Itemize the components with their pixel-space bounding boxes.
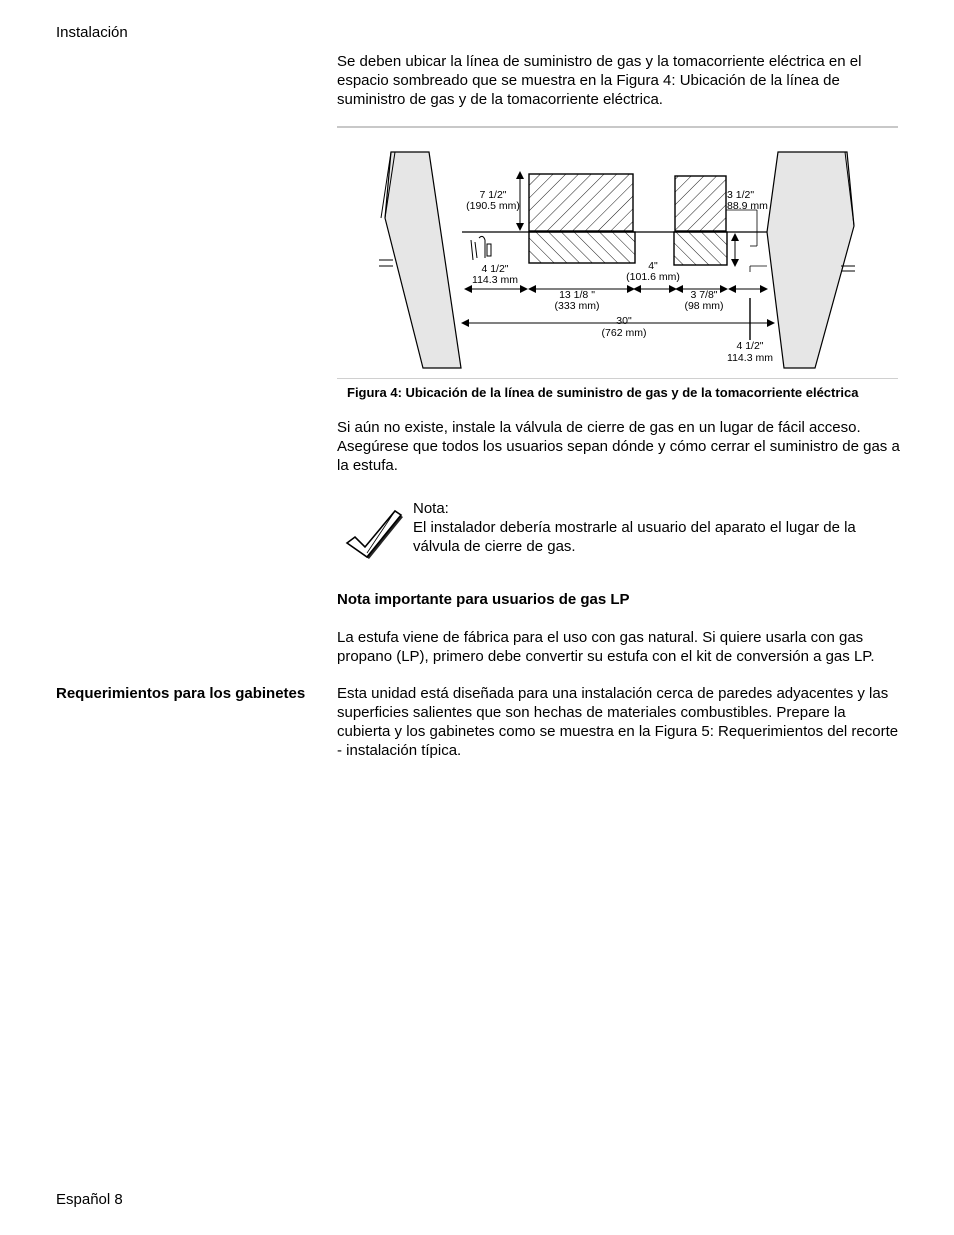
dim-4-1-2-in-left: 4 1/2" — [481, 263, 509, 275]
figure-top-rule — [337, 126, 898, 128]
dim-3-7-8-in: 3 7/8" — [690, 289, 718, 301]
left-cabinet-side — [379, 152, 461, 368]
figure-caption: Figura 4: Ubicación de la línea de suministro de gas y de la tomacorriente eléctrica — [347, 385, 859, 400]
outlet-zone-upper — [675, 176, 726, 231]
lp-heading: Nota importante para usuarios de gas LP — [337, 591, 630, 608]
dim-4-1-2-mm-left: 114.3 mm — [472, 274, 518, 286]
figure-4-diagram — [337, 148, 898, 374]
dim-7-1-2-mm: (190.5 mm) — [466, 200, 520, 212]
dim-13-1-8-in: 13 1/8 " — [559, 289, 595, 301]
cabinets-paragraph: Esta unidad está diseñada para una instalación cerca de paredes adyacentes y las superficies salientes que son hechas de materiales combustibles. Prepare la cubierta y los gabinetes como se muestra en la Figura 5: Requerimientos del recorte - instalación típica. — [337, 685, 899, 759]
dim-3-1-2-in: 3 1/2" — [727, 189, 755, 201]
dim-4-in: 4" — [648, 260, 658, 272]
gas-valve-icon — [471, 236, 491, 260]
dim-30-mm: (762 mm) — [601, 327, 647, 339]
gas-zone-upper — [529, 174, 633, 231]
right-cabinet-side — [767, 152, 855, 368]
dim-30-in: 30" — [616, 315, 632, 327]
gas-zone-lower — [529, 232, 635, 263]
dim-7-1-2-in: 7 1/2" — [479, 189, 507, 201]
dim-3-1-2-mm: 88.9 mm — [727, 200, 768, 212]
cabinets-heading: Requerimientos para los gabinetes — [56, 685, 306, 702]
note-text: El instalador debería mostrarle al usuario del aparato el lugar de la válvula de cierre de gas. — [413, 519, 856, 555]
page-footer: Español 8 — [56, 1191, 123, 1208]
note-box — [413, 499, 901, 556]
dim-4-1-2-mm-right: 114.3 mm — [727, 352, 773, 364]
section-header: Instalación — [56, 24, 128, 41]
dim-3-7-8-mm: (98 mm) — [684, 300, 724, 312]
note-title: Nota: — [413, 500, 449, 517]
figure-caption-rule — [337, 378, 898, 379]
valve-paragraph: Si aún no existe, instale la válvula de cierre de gas en un lugar de fácil acceso. Asegúrese que todos los usuarios sepan dónde y cómo cerrar el suministro de gas a la estufa. — [337, 419, 900, 474]
lp-paragraph: La estufa viene de fábrica para el uso con gas natural. Si quiere usarla con gas propano (LP), primero debe convertir su estufa con el kit de conversión a gas LP. — [337, 629, 875, 665]
checkmark-icon — [345, 507, 403, 559]
intro-paragraph: Se deben ubicar la línea de suministro de gas y la tomacorriente eléctrica en el espacio sombreado que se muestra en la Figura 4: Ubicación de la línea de suministro de gas y de la tomacorriente eléctrica. — [337, 53, 862, 108]
dim-4-mm: (101.6 mm) — [626, 271, 680, 283]
dim-13-1-8-mm: (333 mm) — [554, 300, 600, 312]
dim-4-1-2-in-right: 4 1/2" — [736, 340, 764, 352]
outlet-zone-lower — [674, 232, 727, 265]
